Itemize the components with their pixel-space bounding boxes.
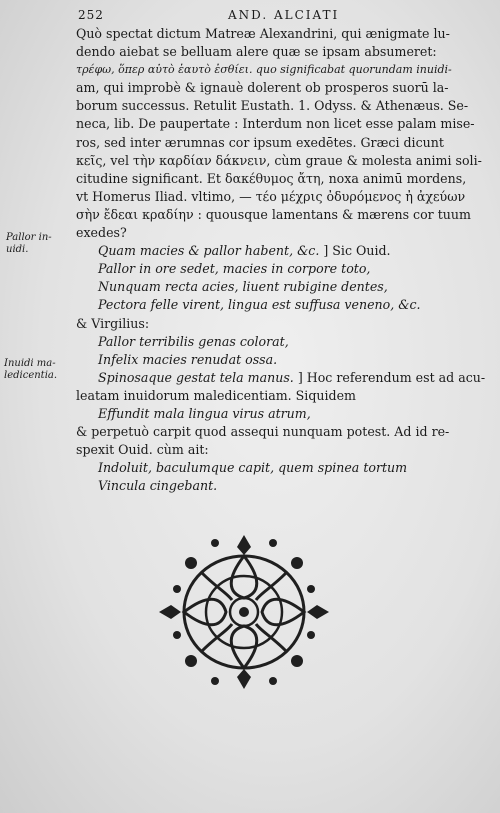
text-line: neca, lib. De paupertate : Interdum non licet esse palam mise-: [76, 116, 475, 132]
quote-line: Nunquam recta acies, liuent rubigine dentes,: [98, 279, 388, 295]
text-line: borum successus. Retulit Eustath. 1. Odyss. & Athenæus. Se-: [76, 98, 469, 114]
page-number: 252: [78, 8, 104, 22]
text-line: ros, sed inter ærumnas cor ipsum exedētes. Græci dicunt: [76, 134, 444, 150]
text-line: am, qui improbè & ignauè dolerent ob prosperos suorū la-: [76, 80, 449, 96]
text-line: citudine significant. Et δακέθυμος ἄτη, noxa animū mordens,: [76, 170, 467, 186]
main-text: [76, 25, 486, 495]
margin-note-pallor: Pallor in- uidi.: [6, 232, 52, 255]
quote-line: Spinosaque gestat tela manus. ] Hoc referendum est ad acu-: [98, 369, 486, 385]
quote-line: Pallor in ore sedet, macies in corpore toto,: [98, 261, 371, 277]
quote-line: Effundit mala lingua virus atrum,: [98, 405, 311, 421]
text-line: κεῖς, vel τὴν καρδίαν δάκνειν, cùm graue & molesta animi soli-: [76, 152, 482, 168]
text-line: spexit Ouid. cùm ait:: [76, 442, 209, 458]
quote-line: Pallor terribilis genas colorat,: [98, 333, 289, 349]
text-line: σὴν ἔδεαι κραδίην : quousque lamentans & mærens cor tuum: [76, 206, 471, 222]
text-line: τρέφω, ὅπερ αὐτὸ ἑαυτὸ ἐσθίει. quo significabat quorundam inuidi-: [76, 63, 452, 77]
text-line: & Virgilius:: [76, 315, 150, 331]
quote-line: Infelix macies renudat ossa.: [98, 351, 278, 367]
text-line: leatam inuidorum maledicentiam. Siquidem: [76, 387, 356, 403]
quote-line: Pectora felle virent, lingua est suffusa veneno, &c.: [98, 297, 421, 313]
quote-line: Indoluit, baculumque capit, quem spinea tortum: [98, 460, 408, 476]
margin-note-inuidi: Inuidi ma- ledicentia.: [4, 358, 58, 381]
text-line: dendo aiebat se belluam alere quæ se ipsam absumeret:: [76, 44, 437, 60]
fleuron-icon: [157, 533, 331, 691]
text-line: Quò spectat dictum Matreæ Alexandrini, qui ænigmate lu-: [76, 26, 450, 41]
quote-line: Vincula cingebant.: [98, 478, 218, 494]
text-line: exedes?: [76, 225, 127, 241]
text-line: vt Homerus Iliad. vltimo, — τέο μέχρις ὀδυρόμενος ἠ ἀχεύων: [76, 188, 466, 204]
page-header: [78, 8, 460, 26]
text-line: & perpetuò carpit quod assequi nunquam potest. Ad id re-: [76, 424, 450, 440]
quote-line: Quam macies & pallor habent, &c. ] Sic Ouid.: [98, 243, 391, 259]
running-head: AND. ALCIATI: [228, 8, 340, 22]
